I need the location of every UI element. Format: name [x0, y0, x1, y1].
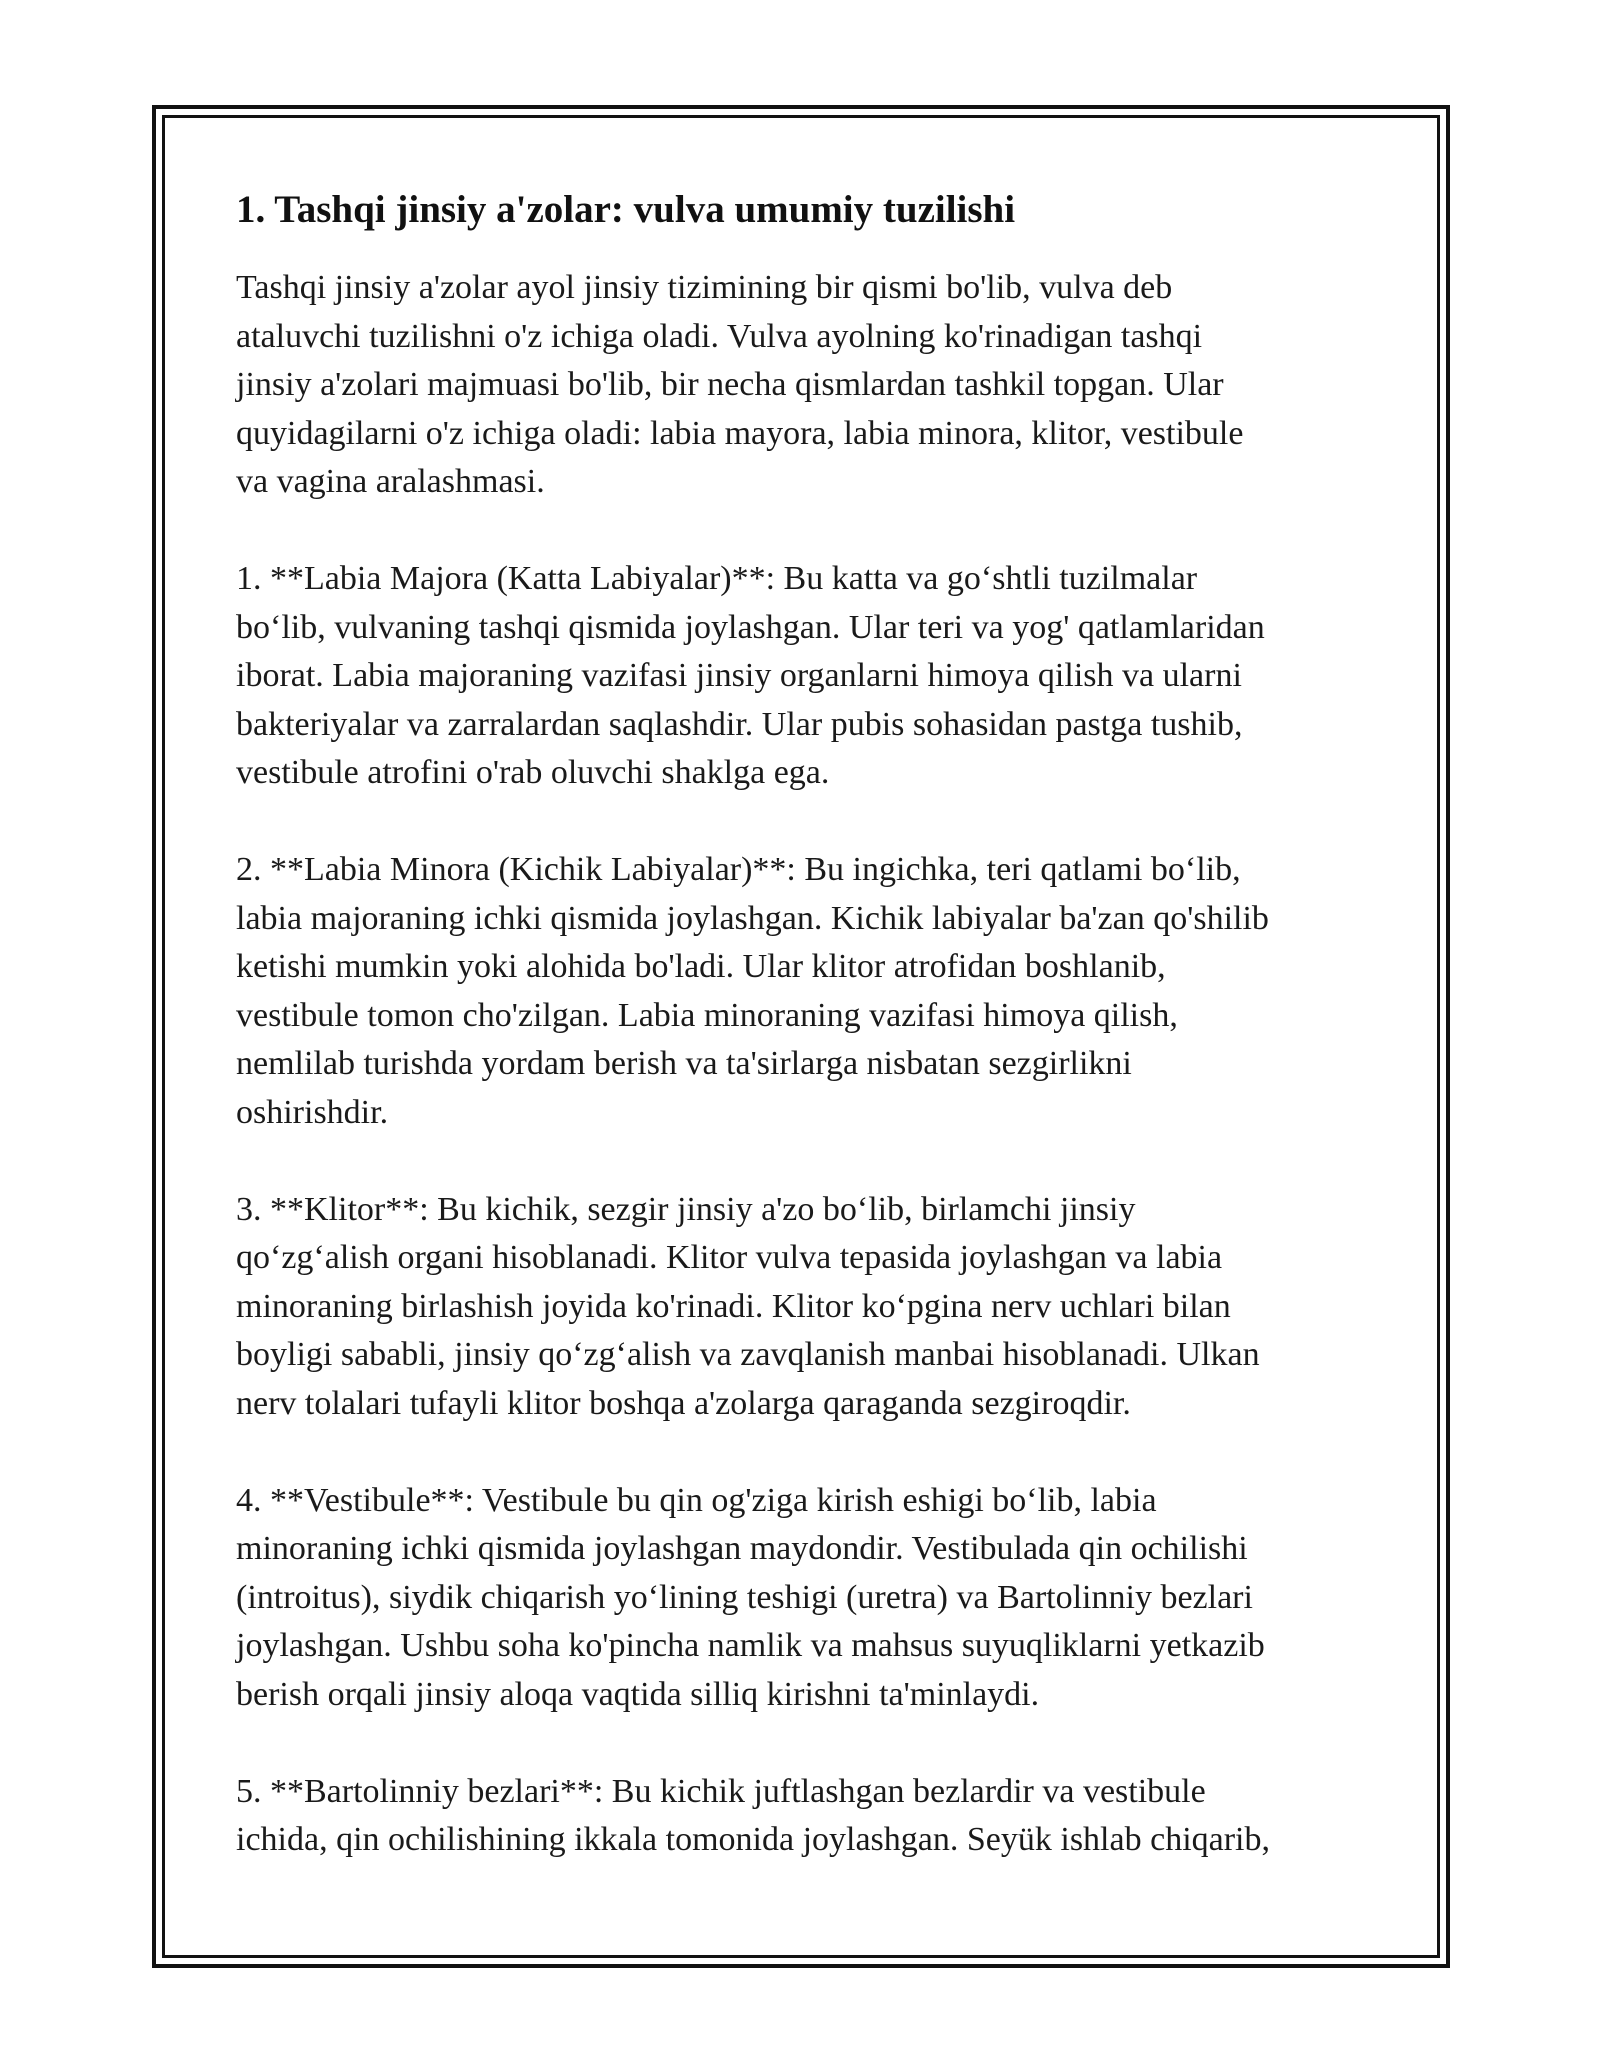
- paragraph-klitor: 3. **Klitor**: Bu kichik, sezgir jinsiy a'zo bo‘lib, birlamchi jinsiy qo‘zg‘alish organi hisoblanadi. Klitor vulva tepasida joylashgan va labia minoraning birlashish joyida ko'rinadi. Klitor ko‘pgina nerv uchlari bilan boyligi sababli, jinsiy qo‘zg‘alish va zavqlanish manbai hisoblanadi. Ulkan nerv tolalari tufayli klitor boshqa a'zolarga qaraganda sezgiroqdir.: [236, 1190, 1260, 1422]
- section-title: 1. Tashqi jinsiy a'zolar: vulva umumiy tuzilishi: [236, 188, 1016, 231]
- paragraph-labia-majora: 1. **Labia Majora (Katta Labiyalar)**: Bu katta va go‘shtli tuzilmalar bo‘lib, vulvaning tashqi qismida joylashgan. Ular teri va yog' qatlamlaridan iborat. Labia majoraning vazifasi jinsiy organlarni himoya qilish va ularni bakteriyalar va zarralardan saqlashdir. Ular pubis sohasidan pastga tushib, vestibule atrofini o'rab oluvchi shaklga ega.: [236, 560, 1265, 791]
- paragraph-intro: Tashqi jinsiy a'zolar ayol jinsiy tizimining bir qismi bo'lib, vulva deb ataluvchi tuzilishni o'z ichiga oladi. Vulva ayolning ko'rinadigan tashqi jinsiy a'zolari majmuasi bo'lib, bir necha qismlardan tashkil topgan. Ular quyidagilarni o'z ichiga oladi: labia mayora, labia minora, klitor, vestibule va vagina aralashmasi.: [236, 269, 1244, 500]
- document-content: [236, 186, 1366, 1913]
- paragraph-vestibule: 4. **Vestibule**: Vestibule bu qin og'ziga kirish eshigi bo‘lib, labia minoraning ichki qismida joylashgan maydondir. Vestibulada qin ochilishi (introitus), siydik chiqarish yo‘lining teshigi (uretra) va Bartolinniy bezlari joylashgan. Ushbu soha ko'pincha namlik va mahsus suyuqliklarni yetkazib berish orqali jinsiy aloqa vaqtida silliq kirishni ta'minlaydi.: [236, 1481, 1265, 1713]
- paragraph-labia-minora: 2. **Labia Minora (Kichik Labiyalar)**: Bu ingichka, teri qatlami bo‘lib, labia majoraning ichki qismida joylashgan. Kichik labiyalar ba'zan qo'shilib ketishi mumkin yoki alohida bo'ladi. Ular klitor atrofidan boshlanib, vestibule tomon cho'zilgan. Labia minoraning vazifasi himoya qilish, nemlilab turishda yordam berish va ta'sirlarga nisbatan sezgirlikni oshirishdir.: [236, 851, 1269, 1131]
- paragraph-bartolin: 5. **Bartolinniy bezlari**: Bu kichik juftlashgan bezlardir va vestibule ichida, qin ochilishining ikkala tomonida joylashgan. Seyük ishlab chiqarib,: [236, 1772, 1270, 1858]
